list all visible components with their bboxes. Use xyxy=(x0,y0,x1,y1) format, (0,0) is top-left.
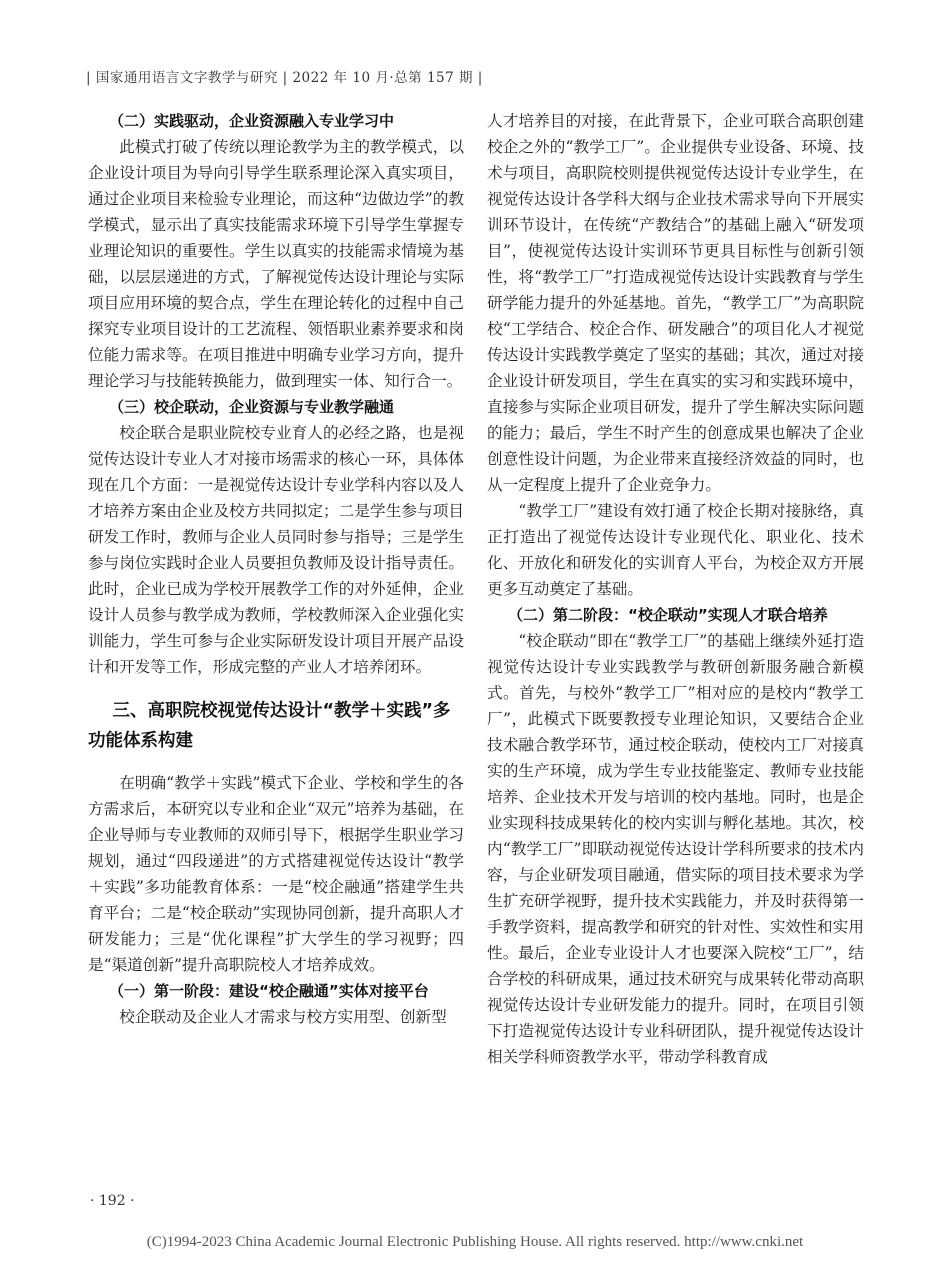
subsection-heading: （二）第二阶段：“校企联动”实现人才联合培养 xyxy=(508,606,828,624)
subsection-heading: （三）校企联动，企业资源与专业教学融通 xyxy=(109,398,395,416)
page-number: · 192 · xyxy=(90,1193,135,1209)
body-paragraph: “教学工厂”建设有效打通了校企长期对接脉络，真正打造出了视觉传达设计专业现代化、职业化、技术化、开放化和研发化的实训育人平台，为校企双方开展更多互动奠定了基础。 xyxy=(487,502,864,598)
copyright-notice: (C)1994-2023 China Academic Journal Electronic Publishing House. All rights reserved. http://www.cnki.net xyxy=(146,1234,804,1250)
body-paragraph: “校企联动”即在“教学工厂”的基础上继续外延打造视觉传达设计专业实践教学与教研创新服务融合新模式。首先，与校外“教学工厂”相对应的是校内“教学工厂”，此模式下既要教授专业理论知识，又要结合企业技术融合教学环节，通过校企联动，使校内工厂对接真实的生产环境，成为学生专业技能鉴定、教师专业技能培养、企业技术开发与培训的校内基地。同时，也是企业实现科技成果转化的校内实训与孵化基地。其次，校内“教学工厂”即联动视觉传达设计学科所要求的技术内容，与企业研发项目融通，借实际的项目技术要求为学生扩充研学视野，提升技术实践能力，并及时获得第一手教学资料，提高教学和研究的针对性、实效性和实用性。最后，企业专业设计人才也要深入院校“工厂”，结合学校的科研成果，通过技术研究与成果转化带动高职视觉传达设计专业研发能力的提升。同时，在项目引领下打造视觉传达设计专业科研团队，提升视觉传达设计相关学科师资教学水平，带动学科教育成 xyxy=(487,632,864,1066)
subsection-heading: （二）实践驱动，企业资源融入专业学习中 xyxy=(109,112,395,130)
section-heading: 三、高职院校视觉传达设计“教学＋实践”多功能体系构建 xyxy=(88,701,451,751)
left-column xyxy=(88,108,464,1030)
body-paragraph: 校企联合是职业院校专业育人的必经之路，也是视觉传达设计专业人才对接市场需求的核心一环，具体体现在几个方面：一是视觉传达设计专业学科内容以及人才培养方案由企业及校方共同拟定；二是学生参与项目研发工作时，教师与企业人员同时参与指导；三是学生参与岗位实践时企业人员要担负教师及设计指导责任。此时，企业已成为学校开展教学工作的对外延伸，企业设计人员参与教学成为教师，学校教师深入企业强化实训能力，学生可参与企业实际研发设计项目开展产品设计和开发等工作，形成完整的产业人才培养闭环。 xyxy=(88,424,464,676)
subsection-heading: （一）第一阶段：建设“校企融通”实体对接平台 xyxy=(109,982,429,1000)
body-paragraph-continued: 人才培养目的对接，在此背景下，企业可联合高职创建校企之外的“教学工厂”。企业提供专业设备、环境、技术与项目，高职院校则提供视觉传达设计专业学生，在视觉传达设计各学科大纲与企业技术需求导向下开展实训环节设计，在传统“产教结合”的基础上融入“研发项目”，使视觉传达设计实训环节更具目标性与创新引领性，将“教学工厂”打造成视觉传达设计实践教育与学生研学能力提升的外延基地。首先，“教学工厂”为高职院校“工学结合、校企合作、研发融合”的项目化人才视觉传达设计实践教学奠定了坚实的基础；其次，通过对接企业设计研发项目，学生在真实的实习和实践环境中，直接参与实际企业项目研发，提升了学生解决实际问题的能力；最后，学生不时产生的创意成果也解决了企业创意性设计问题，为企业带来直接经济效益的同时，也从一定程度上提升了企业竞争力。 xyxy=(487,112,864,494)
running-header: | 国家通用语言文字教学与研究 | 2022 年 10 月·总第 157 期 | xyxy=(86,70,483,86)
body-paragraph: 此模式打破了传统以理论教学为主的教学模式，以企业设计项目为导向引导学生联系理论深入真实项目，通过企业项目来检验专业理论，而这种“边做边学”的教学模式，显示出了真实技能需求环境下引导学生掌握专业理论知识的重要性。学生以真实的技能需求情境为基础，以层层递进的方式，了解视觉传达设计理论与实际项目应用环境的契合点，学生在理论转化的过程中自己探究专业项目设计的工艺流程、领悟职业素养要求和岗位能力需求等。在项目推进中明确专业学习方向，提升理论学习与技能转换能力，做到理实一体、知行合一。 xyxy=(88,138,464,390)
right-column xyxy=(487,108,864,1070)
body-paragraph: 校企联动及企业人才需求与校方实用型、创新型 xyxy=(119,1008,447,1026)
body-paragraph: 在明确“教学＋实践”模式下企业、学校和学生的各方需求后，本研究以专业和企业“双元”培养为基础，在企业导师与专业教师的双师引导下，根据学生职业学习规划，通过“四段递进”的方式搭建视觉传达设计“教学＋实践”多功能教育体系：一是“校企融通”搭建学生共育平台；二是“校企联动”实现协同创新，提升高职人才研发能力；三是“优化课程”扩大学生的学习视野；四是“渠道创新”提升高职院校人才培养成效。 xyxy=(88,774,464,974)
